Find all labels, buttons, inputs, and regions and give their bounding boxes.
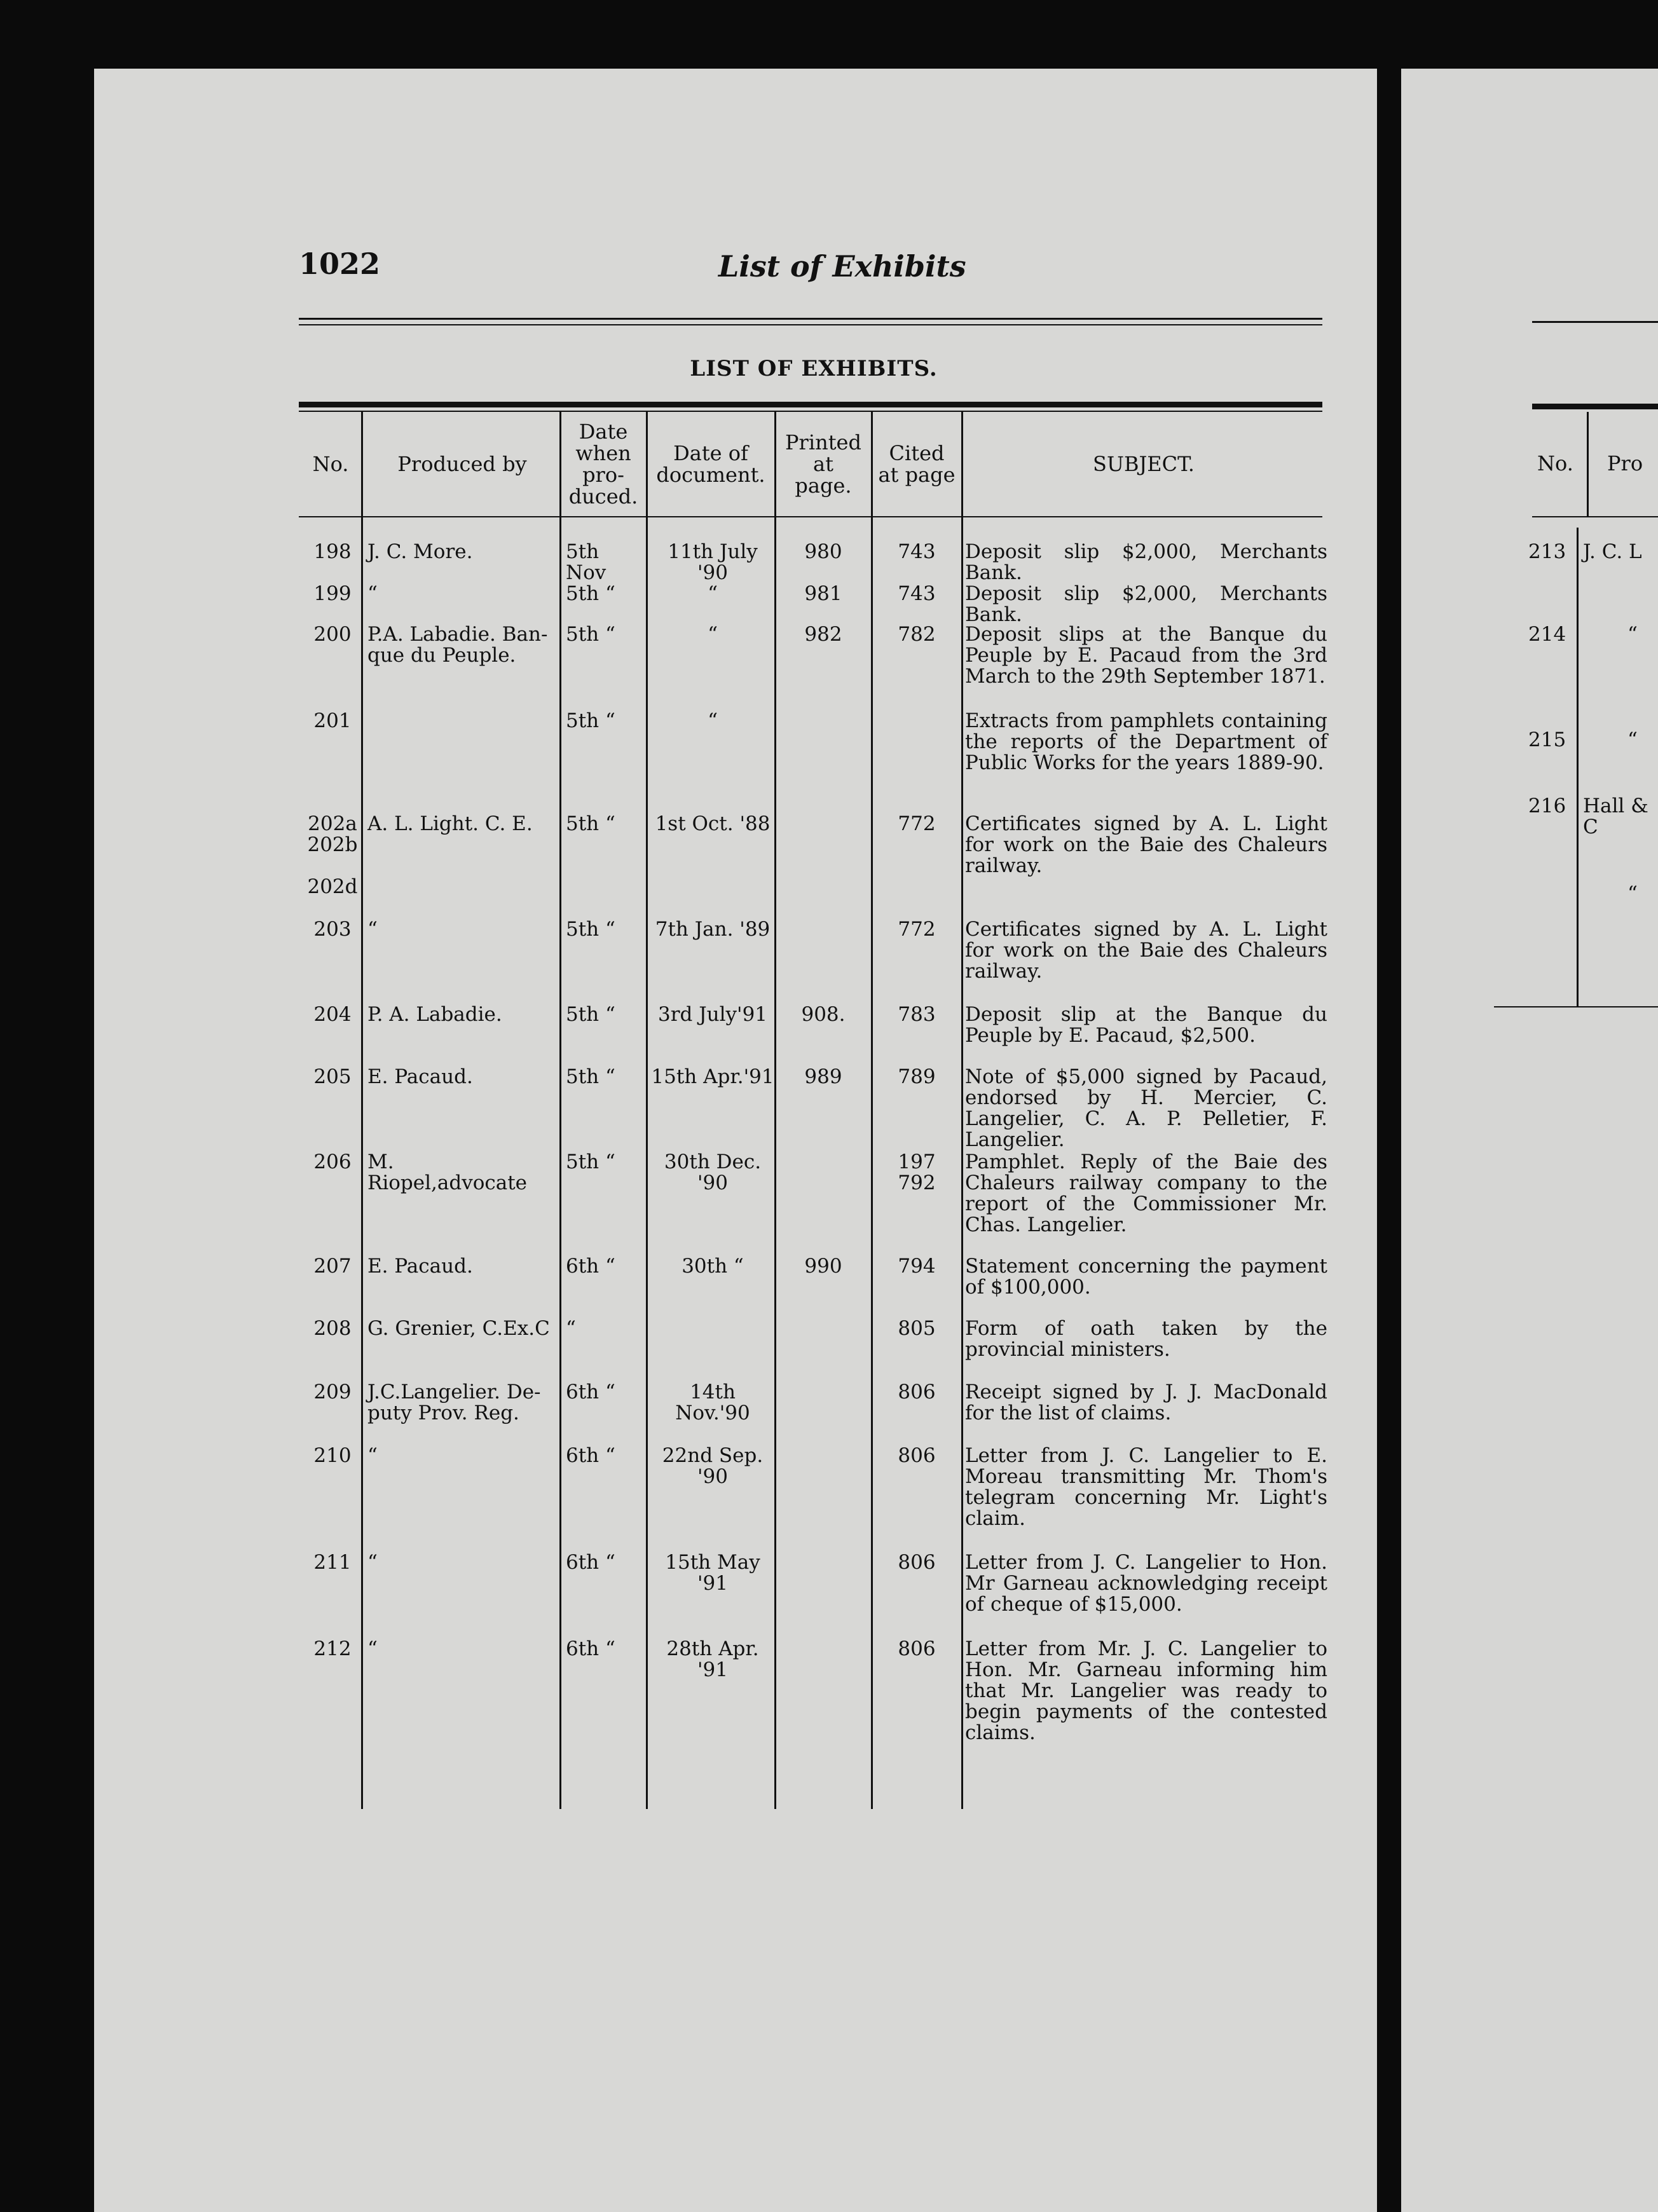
row-subject: Pamphlet. Reply of the Baie des Chaleurs railway company to the report of the Commissioner Mr. Chas. Langelier. xyxy=(965,1150,1327,1236)
row-no: 199 xyxy=(313,582,352,605)
right-row-no: 213 xyxy=(1528,540,1566,563)
right-row-no: 215 xyxy=(1528,728,1566,751)
row-no: 201 xyxy=(313,709,352,732)
row-no: 211 xyxy=(313,1551,352,1574)
row-date-document: 28th Apr. '91 xyxy=(666,1637,759,1681)
right-row-no: 214 xyxy=(1528,623,1566,646)
page-number: 1022 xyxy=(299,247,381,281)
row-cited-page: 743 xyxy=(898,582,936,605)
row-produced-by: M. Riopel,advocate xyxy=(367,1150,528,1194)
row-printed-page: 989 xyxy=(804,1065,842,1088)
row-subject: Certificates signed by A. L. Light for work on the Baie des Chaleurs railway. xyxy=(965,918,1327,983)
row-date-document: “ xyxy=(708,582,718,605)
right-row-produced-by: J. C. L xyxy=(1583,540,1642,563)
right-col-header-produced: Pro xyxy=(1607,451,1643,475)
row-subject: Extracts from pamphlets containing the reports of the Department of Public Works for the years 1889-90. xyxy=(965,709,1327,774)
row-date-document: 30th “ xyxy=(682,1255,744,1278)
row-no: 200 xyxy=(313,623,352,646)
row-subject: Deposit slip at the Banque du Peuple by E. Pacaud, $2,500. xyxy=(965,1003,1327,1047)
row-produced-by: “ xyxy=(367,582,378,605)
row-cited-page: 806 xyxy=(898,1551,936,1574)
right-header-bottom-rule xyxy=(1532,516,1658,517)
row-cited-page: 197 792 xyxy=(898,1150,936,1194)
row-date-produced: 5th “ xyxy=(566,582,615,605)
row-cited-page: 806 xyxy=(898,1637,936,1660)
row-produced-by: A. L. Light. C. E. xyxy=(367,812,533,835)
row-produced-by: “ xyxy=(367,1551,378,1574)
row-cited-page: 782 xyxy=(898,623,936,646)
row-cited-page: 794 xyxy=(898,1255,936,1278)
col-header-produced-by: Produced by xyxy=(397,452,527,476)
right-row-produced-by: “ xyxy=(1627,728,1638,751)
row-subject: Letter from J. C. Langelier to E. Moreau transmitting Mr. Thom's telegram concerning Mr. Light's claim. xyxy=(965,1444,1327,1530)
row-date-produced: 5th “ xyxy=(566,623,615,646)
row-no: 207 xyxy=(313,1255,352,1278)
row-no: 212 xyxy=(313,1637,352,1660)
col-header-cited-page: Cited at page xyxy=(878,441,956,487)
row-no: 206 xyxy=(313,1150,352,1173)
col-line-4 xyxy=(774,412,776,1809)
row-produced-by: J.C.Langelier. De- puty Prov. Reg. xyxy=(367,1381,541,1424)
col-header-date-produced: Date when pro- duced. xyxy=(568,420,638,509)
row-no: 198 xyxy=(313,540,352,563)
row-subject: Letter from J. C. Langelier to Hon. Mr Garneau acknowledging receipt of cheque of $15,000. xyxy=(965,1551,1327,1616)
row-printed-page: 990 xyxy=(804,1255,842,1278)
col-line-6 xyxy=(961,412,963,1809)
row-produced-by: G. Grenier, C.Ex.C xyxy=(367,1317,550,1340)
row-cited-page: 783 xyxy=(898,1003,936,1026)
list-title: LIST OF EXHIBITS. xyxy=(690,356,938,381)
row-date-document: 1st Oct. '88 xyxy=(655,812,771,835)
right-row-produced-by: “ xyxy=(1627,623,1638,646)
row-produced-by: J. C. More. xyxy=(367,540,473,563)
row-produced-by: “ xyxy=(367,1444,378,1467)
row-date-produced: “ xyxy=(566,1317,576,1340)
row-cited-page: 743 xyxy=(898,540,936,563)
row-date-produced: 5th “ xyxy=(566,709,615,732)
row-no: 203 xyxy=(313,918,352,941)
right-col-line-1 xyxy=(1587,412,1589,517)
row-date-document: 15th May '91 xyxy=(665,1551,760,1595)
row-date-document: “ xyxy=(708,709,718,732)
top-rule-2 xyxy=(299,324,1322,325)
col-header-printed-page: Printed at page. xyxy=(785,430,861,498)
row-produced-by: “ xyxy=(367,1637,378,1660)
col-header-date-document: Date of document. xyxy=(656,441,765,487)
row-date-produced: 5th “ xyxy=(566,1065,615,1088)
col-line-5 xyxy=(871,412,873,1809)
right-header-rule xyxy=(1532,404,1658,409)
row-subject: Letter from Mr. J. C. Langelier to Hon. Mr. Garneau informing him that Mr. Langelier was ready to begin payments of the contested claims. xyxy=(965,1637,1327,1744)
row-date-document: “ xyxy=(708,623,718,646)
row-produced-by: “ xyxy=(367,918,378,941)
row-subject: Statement concerning the payment of $100,000. xyxy=(965,1255,1327,1299)
row-date-document: 11th July '90 xyxy=(668,540,758,584)
row-date-document: 14th Nov.'90 xyxy=(675,1381,750,1424)
header-top-rule-thin xyxy=(299,411,1322,412)
header-top-rule xyxy=(299,402,1322,407)
row-subject: Form of oath taken by the provincial ministers. xyxy=(965,1317,1327,1361)
row-subject: Deposit slips at the Banque du Peuple by E. Pacaud from the 3rd March to the 29th September 1871. xyxy=(965,623,1327,688)
row-date-document: 7th Jan. '89 xyxy=(655,918,771,941)
row-subject: Note of $5,000 signed by Pacaud, endorsed by H. Mercier, C. Langelier, C. A. P. Pelletier, F. Langelier. xyxy=(965,1065,1327,1151)
row-date-document: 30th Dec. '90 xyxy=(664,1150,762,1194)
row-subject: Deposit slip $2,000, Merchants Bank. xyxy=(965,582,1327,626)
col-line-3 xyxy=(646,412,648,1809)
row-date-produced: 6th “ xyxy=(566,1444,615,1467)
right-table-end-rule xyxy=(1494,1006,1658,1007)
row-subject: Deposit slip $2,000, Merchants Bank. xyxy=(965,540,1327,584)
row-no: 208 xyxy=(313,1317,352,1340)
right-row-produced-by: Hall & C xyxy=(1583,795,1648,838)
col-line-2 xyxy=(559,412,561,1809)
row-cited-page: 789 xyxy=(898,1065,936,1088)
row-cited-page: 772 xyxy=(898,918,936,941)
row-no: 205 xyxy=(313,1065,352,1088)
row-no: 202a 202b 202d xyxy=(307,812,358,898)
right-col-header-no: No. xyxy=(1537,451,1573,475)
col-header-subject: SUBJECT. xyxy=(1093,452,1195,476)
right-top-rule xyxy=(1532,321,1658,323)
header-bottom-rule xyxy=(299,516,1322,517)
row-date-produced: 6th “ xyxy=(566,1637,615,1660)
right-page xyxy=(1401,69,1658,2212)
row-date-produced: 5th “ xyxy=(566,1003,615,1026)
row-produced-by: E. Pacaud. xyxy=(367,1255,473,1278)
right-col-line-1b xyxy=(1577,528,1579,1007)
row-date-produced: 5th “ xyxy=(566,812,615,835)
top-rule-1 xyxy=(299,318,1322,320)
row-no: 204 xyxy=(313,1003,352,1026)
col-line-1 xyxy=(361,412,363,1809)
row-date-produced: 5th “ xyxy=(566,918,615,941)
row-date-produced: 6th “ xyxy=(566,1381,615,1403)
row-subject: Certificates signed by A. L. Light for work on the Baie des Chaleurs railway. xyxy=(965,812,1327,877)
row-date-document: 3rd July'91 xyxy=(657,1003,768,1026)
row-cited-page: 772 xyxy=(898,812,936,835)
col-header-no: No. xyxy=(312,452,349,476)
right-row-produced-by: “ xyxy=(1627,882,1638,905)
row-cited-page: 806 xyxy=(898,1444,936,1467)
row-date-produced: 6th “ xyxy=(566,1255,615,1278)
row-printed-page: 908. xyxy=(801,1003,846,1026)
row-produced-by: P.A. Labadie. Ban- que du Peuple. xyxy=(367,623,548,667)
row-date-document: 22nd Sep. '90 xyxy=(662,1444,764,1488)
row-produced-by: E. Pacaud. xyxy=(367,1065,473,1088)
row-subject: Receipt signed by J. J. MacDonald for the list of claims. xyxy=(965,1381,1327,1424)
row-cited-page: 805 xyxy=(898,1317,936,1340)
row-printed-page: 981 xyxy=(804,582,842,605)
row-printed-page: 980 xyxy=(804,540,842,563)
right-row-no: 216 xyxy=(1528,795,1566,817)
row-produced-by: P. A. Labadie. xyxy=(367,1003,502,1026)
row-no: 210 xyxy=(313,1444,352,1467)
row-no: 209 xyxy=(313,1381,352,1403)
row-date-produced: 6th “ xyxy=(566,1551,615,1574)
row-date-produced: 5th Nov xyxy=(566,540,606,584)
row-date-produced: 5th “ xyxy=(566,1150,615,1173)
row-printed-page: 982 xyxy=(804,623,842,646)
running-head: List of Exhibits xyxy=(718,249,966,283)
row-date-document: 15th Apr.'91 xyxy=(651,1065,774,1088)
row-cited-page: 806 xyxy=(898,1381,936,1403)
